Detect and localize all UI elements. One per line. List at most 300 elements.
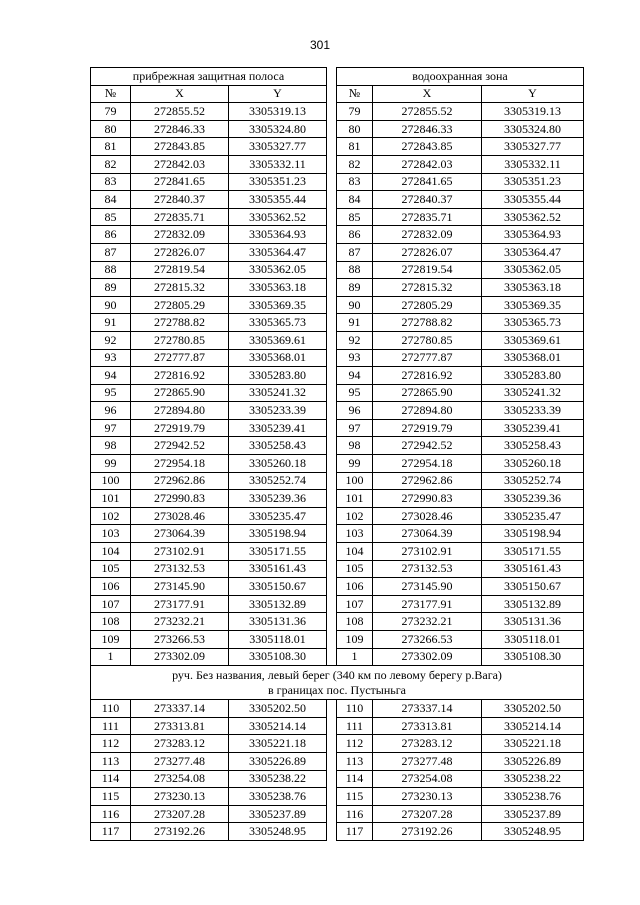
column-gap — [327, 770, 337, 788]
column-header-x: X — [373, 85, 482, 103]
x-coordinate-cell: 273192.26 — [373, 823, 482, 841]
section-heading-line-2: в границах пос. Пустыньга — [268, 682, 406, 697]
x-coordinate-cell: 273207.28 — [131, 805, 229, 823]
x-coordinate-cell: 272840.37 — [131, 191, 229, 209]
y-coordinate-cell: 3305171.55 — [482, 543, 584, 561]
table-row — [91, 472, 584, 490]
table-row — [91, 700, 584, 718]
point-number-cell: 103 — [91, 525, 131, 543]
table-row — [91, 155, 584, 173]
point-number-cell: 114 — [337, 770, 373, 788]
table-row — [91, 770, 584, 788]
y-coordinate-cell: 3305363.18 — [229, 279, 327, 297]
column-gap — [327, 120, 337, 138]
y-coordinate-cell: 3305355.44 — [229, 191, 327, 209]
point-number-cell: 107 — [91, 595, 131, 613]
y-coordinate-cell: 3305239.36 — [229, 490, 327, 508]
point-number-cell: 100 — [91, 472, 131, 490]
x-coordinate-cell: 272842.03 — [131, 155, 229, 173]
x-coordinate-cell: 272816.92 — [373, 367, 482, 385]
column-gap — [327, 788, 337, 806]
table-row — [91, 402, 584, 420]
y-coordinate-cell: 3305327.77 — [482, 138, 584, 156]
table-row — [91, 595, 584, 613]
table-row — [91, 613, 584, 631]
x-coordinate-cell: 272843.85 — [373, 138, 482, 156]
x-coordinate-cell: 273102.91 — [373, 543, 482, 561]
table-row — [91, 560, 584, 578]
table-row — [91, 419, 584, 437]
column-gap — [327, 226, 337, 244]
y-coordinate-cell: 3305235.47 — [482, 507, 584, 525]
column-gap — [327, 455, 337, 473]
column-gap — [327, 384, 337, 402]
point-number-cell: 100 — [337, 472, 373, 490]
left-table-title: прибрежная защитная полоса — [91, 68, 327, 86]
y-coordinate-cell: 3305364.47 — [229, 243, 327, 261]
point-number-cell: 115 — [91, 788, 131, 806]
point-number-cell: 98 — [337, 437, 373, 455]
point-number-cell: 83 — [91, 173, 131, 191]
point-number-cell: 94 — [337, 367, 373, 385]
x-coordinate-cell: 272919.79 — [373, 419, 482, 437]
table-title-row — [91, 68, 584, 86]
x-coordinate-cell: 273283.12 — [373, 735, 482, 753]
y-coordinate-cell: 3305351.23 — [482, 173, 584, 191]
y-coordinate-cell: 3305241.32 — [482, 384, 584, 402]
column-gap — [327, 419, 337, 437]
column-gap — [327, 191, 337, 209]
table-row — [91, 296, 584, 314]
y-coordinate-cell: 3305248.95 — [229, 823, 327, 841]
y-coordinate-cell: 3305283.80 — [229, 367, 327, 385]
x-coordinate-cell: 272962.86 — [131, 472, 229, 490]
point-number-cell: 114 — [91, 770, 131, 788]
point-number-cell: 104 — [91, 543, 131, 561]
x-coordinate-cell: 273254.08 — [373, 770, 482, 788]
y-coordinate-cell: 3305239.41 — [229, 419, 327, 437]
y-coordinate-cell: 3305221.18 — [482, 735, 584, 753]
table-row — [91, 578, 584, 596]
y-coordinate-cell: 3305132.89 — [229, 595, 327, 613]
table-row — [91, 437, 584, 455]
x-coordinate-cell: 273132.53 — [131, 560, 229, 578]
point-number-cell: 85 — [91, 208, 131, 226]
x-coordinate-cell: 272835.71 — [131, 208, 229, 226]
column-gap — [327, 631, 337, 649]
y-coordinate-cell: 3305258.43 — [229, 437, 327, 455]
table-row — [91, 314, 584, 332]
y-coordinate-cell: 3305214.14 — [482, 717, 584, 735]
x-coordinate-cell: 272805.29 — [373, 296, 482, 314]
y-coordinate-cell: 3305364.47 — [482, 243, 584, 261]
x-coordinate-cell: 272816.92 — [131, 367, 229, 385]
table-row — [91, 823, 584, 841]
column-gap — [327, 490, 337, 508]
point-number-cell: 110 — [91, 700, 131, 718]
y-coordinate-cell: 3305108.30 — [229, 648, 327, 666]
y-coordinate-cell: 3305233.39 — [482, 402, 584, 420]
y-coordinate-cell: 3305260.18 — [229, 455, 327, 473]
y-coordinate-cell: 3305364.93 — [229, 226, 327, 244]
y-coordinate-cell: 3305202.50 — [482, 700, 584, 718]
x-coordinate-cell: 273302.09 — [373, 648, 482, 666]
point-number-cell: 79 — [337, 103, 373, 121]
table-row — [91, 735, 584, 753]
right-table-title: водоохранная зона — [337, 68, 584, 86]
x-coordinate-cell: 272826.07 — [131, 243, 229, 261]
x-coordinate-cell: 273302.09 — [131, 648, 229, 666]
point-number-cell: 92 — [91, 331, 131, 349]
column-gap — [327, 243, 337, 261]
point-number-cell: 117 — [337, 823, 373, 841]
point-number-cell: 88 — [337, 261, 373, 279]
x-coordinate-cell: 272954.18 — [131, 455, 229, 473]
x-coordinate-cell: 272788.82 — [131, 314, 229, 332]
y-coordinate-cell: 3305198.94 — [229, 525, 327, 543]
point-number-cell: 93 — [337, 349, 373, 367]
point-number-cell: 117 — [91, 823, 131, 841]
x-coordinate-cell: 273207.28 — [373, 805, 482, 823]
x-coordinate-cell: 272855.52 — [373, 103, 482, 121]
y-coordinate-cell: 3305332.11 — [482, 155, 584, 173]
x-coordinate-cell: 273337.14 — [373, 700, 482, 718]
point-number-cell: 1 — [91, 648, 131, 666]
y-coordinate-cell: 3305362.05 — [482, 261, 584, 279]
x-coordinate-cell: 272780.85 — [131, 331, 229, 349]
column-gap — [327, 68, 337, 86]
table-row — [91, 805, 584, 823]
column-gap — [327, 296, 337, 314]
x-coordinate-cell: 273266.53 — [131, 631, 229, 649]
table-row — [91, 103, 584, 121]
column-gap — [327, 314, 337, 332]
y-coordinate-cell: 3305131.36 — [482, 613, 584, 631]
column-header-x: X — [131, 85, 229, 103]
point-number-cell: 112 — [337, 735, 373, 753]
x-coordinate-cell: 272990.83 — [373, 490, 482, 508]
point-number-cell: 116 — [91, 805, 131, 823]
column-gap — [327, 507, 337, 525]
point-number-cell: 79 — [91, 103, 131, 121]
x-coordinate-cell: 272919.79 — [131, 419, 229, 437]
column-gap — [327, 578, 337, 596]
column-header-y: Y — [229, 85, 327, 103]
point-number-cell: 106 — [337, 578, 373, 596]
y-coordinate-cell: 3305235.47 — [229, 507, 327, 525]
column-gap — [327, 402, 337, 420]
y-coordinate-cell: 3305237.89 — [482, 805, 584, 823]
y-coordinate-cell: 3305150.67 — [482, 578, 584, 596]
table-row — [91, 261, 584, 279]
x-coordinate-cell: 273277.48 — [131, 752, 229, 770]
point-number-cell: 116 — [337, 805, 373, 823]
x-coordinate-cell: 273266.53 — [373, 631, 482, 649]
column-gap — [327, 261, 337, 279]
point-number-cell: 80 — [91, 120, 131, 138]
table-row — [91, 631, 584, 649]
y-coordinate-cell: 3305108.30 — [482, 648, 584, 666]
y-coordinate-cell: 3305364.93 — [482, 226, 584, 244]
x-coordinate-cell: 273230.13 — [373, 788, 482, 806]
x-coordinate-cell: 273277.48 — [373, 752, 482, 770]
point-number-cell: 83 — [337, 173, 373, 191]
x-coordinate-cell: 272865.90 — [131, 384, 229, 402]
point-number-cell: 84 — [91, 191, 131, 209]
point-number-cell: 104 — [337, 543, 373, 561]
x-coordinate-cell: 272777.87 — [131, 349, 229, 367]
x-coordinate-cell: 273132.53 — [373, 560, 482, 578]
x-coordinate-cell: 272805.29 — [131, 296, 229, 314]
y-coordinate-cell: 3305214.14 — [229, 717, 327, 735]
y-coordinate-cell: 3305369.35 — [482, 296, 584, 314]
y-coordinate-cell: 3305248.95 — [482, 823, 584, 841]
point-number-cell: 95 — [337, 384, 373, 402]
table-row — [91, 507, 584, 525]
y-coordinate-cell: 3305237.89 — [229, 805, 327, 823]
point-number-cell: 90 — [337, 296, 373, 314]
point-number-cell: 1 — [337, 648, 373, 666]
x-coordinate-cell: 272841.65 — [373, 173, 482, 191]
point-number-cell: 85 — [337, 208, 373, 226]
x-coordinate-cell: 272990.83 — [131, 490, 229, 508]
x-coordinate-cell: 272835.71 — [373, 208, 482, 226]
y-coordinate-cell: 3305369.35 — [229, 296, 327, 314]
column-header-y: Y — [482, 85, 584, 103]
y-coordinate-cell: 3305258.43 — [482, 437, 584, 455]
y-coordinate-cell: 3305369.61 — [229, 331, 327, 349]
x-coordinate-cell: 273102.91 — [131, 543, 229, 561]
column-header-number: № — [91, 85, 131, 103]
column-header-number: № — [337, 85, 373, 103]
x-coordinate-cell: 273177.91 — [373, 595, 482, 613]
column-gap — [327, 735, 337, 753]
column-gap — [327, 805, 337, 823]
x-coordinate-cell: 273177.91 — [131, 595, 229, 613]
point-number-cell: 94 — [91, 367, 131, 385]
table-row — [91, 279, 584, 297]
x-coordinate-cell: 272842.03 — [373, 155, 482, 173]
x-coordinate-cell: 272788.82 — [373, 314, 482, 332]
point-number-cell: 107 — [337, 595, 373, 613]
section-heading — [91, 666, 584, 700]
point-number-cell: 103 — [337, 525, 373, 543]
point-number-cell: 109 — [337, 631, 373, 649]
y-coordinate-cell: 3305118.01 — [229, 631, 327, 649]
y-coordinate-cell: 3305365.73 — [482, 314, 584, 332]
table-row — [91, 525, 584, 543]
x-coordinate-cell: 272843.85 — [131, 138, 229, 156]
point-number-cell: 111 — [91, 717, 131, 735]
x-coordinate-cell: 273064.39 — [373, 525, 482, 543]
point-number-cell: 99 — [337, 455, 373, 473]
x-coordinate-cell: 273145.90 — [131, 578, 229, 596]
y-coordinate-cell: 3305150.67 — [229, 578, 327, 596]
section-heading-row — [91, 666, 584, 700]
table-row — [91, 331, 584, 349]
point-number-cell: 98 — [91, 437, 131, 455]
column-gap — [327, 595, 337, 613]
point-number-cell: 106 — [91, 578, 131, 596]
y-coordinate-cell: 3305319.13 — [229, 103, 327, 121]
column-gap — [327, 208, 337, 226]
x-coordinate-cell: 273028.46 — [373, 507, 482, 525]
x-coordinate-cell: 272865.90 — [373, 384, 482, 402]
y-coordinate-cell: 3305131.36 — [229, 613, 327, 631]
y-coordinate-cell: 3305363.18 — [482, 279, 584, 297]
x-coordinate-cell: 272855.52 — [131, 103, 229, 121]
point-number-cell: 97 — [337, 419, 373, 437]
column-gap — [327, 437, 337, 455]
point-number-cell: 115 — [337, 788, 373, 806]
x-coordinate-cell: 272832.09 — [131, 226, 229, 244]
y-coordinate-cell: 3305171.55 — [229, 543, 327, 561]
y-coordinate-cell: 3305324.80 — [482, 120, 584, 138]
column-gap — [327, 613, 337, 631]
y-coordinate-cell: 3305324.80 — [229, 120, 327, 138]
y-coordinate-cell: 3305239.41 — [482, 419, 584, 437]
table-row — [91, 120, 584, 138]
y-coordinate-cell: 3305161.43 — [229, 560, 327, 578]
point-number-cell: 101 — [337, 490, 373, 508]
column-gap — [327, 138, 337, 156]
x-coordinate-cell: 272815.32 — [373, 279, 482, 297]
table-row — [91, 243, 584, 261]
column-gap — [327, 543, 337, 561]
table-row — [91, 384, 584, 402]
x-coordinate-cell: 273232.21 — [131, 613, 229, 631]
point-number-cell: 97 — [91, 419, 131, 437]
table-row — [91, 455, 584, 473]
column-gap — [327, 700, 337, 718]
y-coordinate-cell: 3305238.22 — [482, 770, 584, 788]
point-number-cell: 109 — [91, 631, 131, 649]
y-coordinate-cell: 3305368.01 — [482, 349, 584, 367]
section-heading-line-1: руч. Без названия, левый берег (340 км по левому берегу р.Вага) — [172, 667, 502, 682]
x-coordinate-cell: 273337.14 — [131, 700, 229, 718]
y-coordinate-cell: 3305132.89 — [482, 595, 584, 613]
column-gap — [327, 155, 337, 173]
table-row — [91, 648, 584, 666]
x-coordinate-cell: 273313.81 — [131, 717, 229, 735]
point-number-cell: 88 — [91, 261, 131, 279]
y-coordinate-cell: 3305233.39 — [229, 402, 327, 420]
coordinates-table — [90, 67, 584, 841]
table-row — [91, 226, 584, 244]
point-number-cell: 87 — [337, 243, 373, 261]
column-gap — [327, 472, 337, 490]
column-gap — [327, 349, 337, 367]
x-coordinate-cell: 273254.08 — [131, 770, 229, 788]
point-number-cell: 86 — [337, 226, 373, 244]
y-coordinate-cell: 3305226.89 — [229, 752, 327, 770]
x-coordinate-cell: 272894.80 — [373, 402, 482, 420]
x-coordinate-cell: 272832.09 — [373, 226, 482, 244]
point-number-cell: 84 — [337, 191, 373, 209]
point-number-cell: 101 — [91, 490, 131, 508]
y-coordinate-cell: 3305226.89 — [482, 752, 584, 770]
point-number-cell: 81 — [337, 138, 373, 156]
point-number-cell: 105 — [337, 560, 373, 578]
x-coordinate-cell: 272962.86 — [373, 472, 482, 490]
y-coordinate-cell: 3305238.22 — [229, 770, 327, 788]
y-coordinate-cell: 3305362.52 — [229, 208, 327, 226]
column-gap — [327, 823, 337, 841]
point-number-cell: 113 — [91, 752, 131, 770]
x-coordinate-cell: 273145.90 — [373, 578, 482, 596]
x-coordinate-cell: 272841.65 — [131, 173, 229, 191]
column-gap — [327, 560, 337, 578]
column-gap — [327, 103, 337, 121]
y-coordinate-cell: 3305369.61 — [482, 331, 584, 349]
point-number-cell: 91 — [337, 314, 373, 332]
column-gap — [327, 85, 337, 103]
table-row — [91, 752, 584, 770]
column-gap — [327, 752, 337, 770]
x-coordinate-cell: 273192.26 — [131, 823, 229, 841]
table-row — [91, 490, 584, 508]
point-number-cell: 99 — [91, 455, 131, 473]
x-coordinate-cell: 272954.18 — [373, 455, 482, 473]
x-coordinate-cell: 272942.52 — [373, 437, 482, 455]
x-coordinate-cell: 273232.21 — [373, 613, 482, 631]
point-number-cell: 82 — [337, 155, 373, 173]
point-number-cell: 87 — [91, 243, 131, 261]
table-row — [91, 173, 584, 191]
x-coordinate-cell: 273313.81 — [373, 717, 482, 735]
y-coordinate-cell: 3305365.73 — [229, 314, 327, 332]
point-number-cell: 93 — [91, 349, 131, 367]
table-row — [91, 138, 584, 156]
point-number-cell: 92 — [337, 331, 373, 349]
column-gap — [327, 331, 337, 349]
x-coordinate-cell: 272942.52 — [131, 437, 229, 455]
y-coordinate-cell: 3305252.74 — [229, 472, 327, 490]
point-number-cell: 95 — [91, 384, 131, 402]
point-number-cell: 105 — [91, 560, 131, 578]
y-coordinate-cell: 3305239.36 — [482, 490, 584, 508]
y-coordinate-cell: 3305202.50 — [229, 700, 327, 718]
x-coordinate-cell: 272819.54 — [373, 261, 482, 279]
point-number-cell: 86 — [91, 226, 131, 244]
table-row — [91, 788, 584, 806]
table-row — [91, 717, 584, 735]
y-coordinate-cell: 3305221.18 — [229, 735, 327, 753]
table-row — [91, 191, 584, 209]
y-coordinate-cell: 3305260.18 — [482, 455, 584, 473]
point-number-cell: 82 — [91, 155, 131, 173]
y-coordinate-cell: 3305355.44 — [482, 191, 584, 209]
column-gap — [327, 525, 337, 543]
y-coordinate-cell: 3305252.74 — [482, 472, 584, 490]
point-number-cell: 81 — [91, 138, 131, 156]
point-number-cell: 108 — [91, 613, 131, 631]
x-coordinate-cell: 272826.07 — [373, 243, 482, 261]
x-coordinate-cell: 272815.32 — [131, 279, 229, 297]
x-coordinate-cell: 272846.33 — [373, 120, 482, 138]
point-number-cell: 112 — [91, 735, 131, 753]
y-coordinate-cell: 3305327.77 — [229, 138, 327, 156]
x-coordinate-cell: 272840.37 — [373, 191, 482, 209]
point-number-cell: 80 — [337, 120, 373, 138]
point-number-cell: 108 — [337, 613, 373, 631]
x-coordinate-cell: 273028.46 — [131, 507, 229, 525]
point-number-cell: 96 — [337, 402, 373, 420]
y-coordinate-cell: 3305118.01 — [482, 631, 584, 649]
column-gap — [327, 717, 337, 735]
x-coordinate-cell: 272846.33 — [131, 120, 229, 138]
column-header-row — [91, 85, 584, 103]
